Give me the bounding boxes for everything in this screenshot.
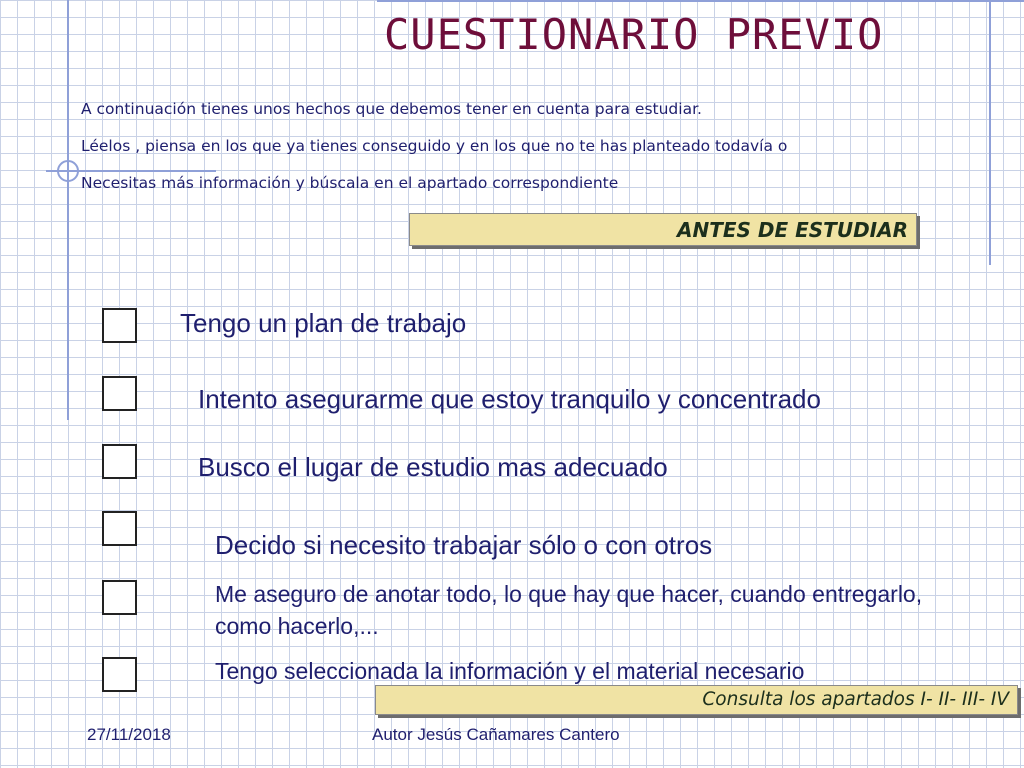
item-lugar-de-estudio: Busco el lugar de estudio mas adecuado [198,452,668,482]
item-anotar-todo-line-2: como hacerlo,... [215,613,379,639]
consulta-apartados-banner: Consulta los apartados I- II- III- IV [375,685,1018,715]
intro-line-1: A continuación tienes unos hechos que debemos tener en cuenta para estudiar. [81,100,702,118]
checkbox-lugar-de-estudio[interactable] [102,444,137,479]
item-tranquilo-concentrado: Intento asegurarme que estoy tranquilo y concentrado [198,384,821,414]
checkbox-informacion-material[interactable] [102,657,137,692]
footer-author: Autor Jesús Cañamares Cantero [372,725,620,744]
decorative-vertical-rule-left [67,0,69,420]
page-title: CUESTIONARIO PREVIO [384,10,884,59]
intro-line-2: Léelos , piensa en los que ya tienes conseguido y en los que no te has planteado todavía o [81,137,788,155]
checkbox-tranquilo-concentrado[interactable] [102,376,137,411]
item-informacion-material: Tengo seleccionada la información y el material necesario [215,658,805,684]
item-plan-de-trabajo: Tengo un plan de trabajo [180,308,467,338]
checkbox-solo-o-con-otros[interactable] [102,511,137,546]
decorative-vertical-rule-right [989,0,991,265]
item-solo-o-con-otros: Decido si necesito trabajar sólo o con otros [215,530,713,560]
checkbox-anotar-todo[interactable] [102,580,137,615]
item-anotar-todo-line-1: Me aseguro de anotar todo, lo que hay que hacer, cuando entregarlo, [215,581,923,607]
section-banner-antes-de-estudiar: ANTES DE ESTUDIAR [409,213,917,246]
footer-date: 27/11/2018 [87,725,171,744]
decorative-horizontal-rule-top [377,0,1024,2]
checkbox-plan-de-trabajo[interactable] [102,308,137,343]
decorative-circle [57,160,79,182]
intro-line-3: Necesitas más información y búscala en el apartado correspondiente [81,174,619,192]
